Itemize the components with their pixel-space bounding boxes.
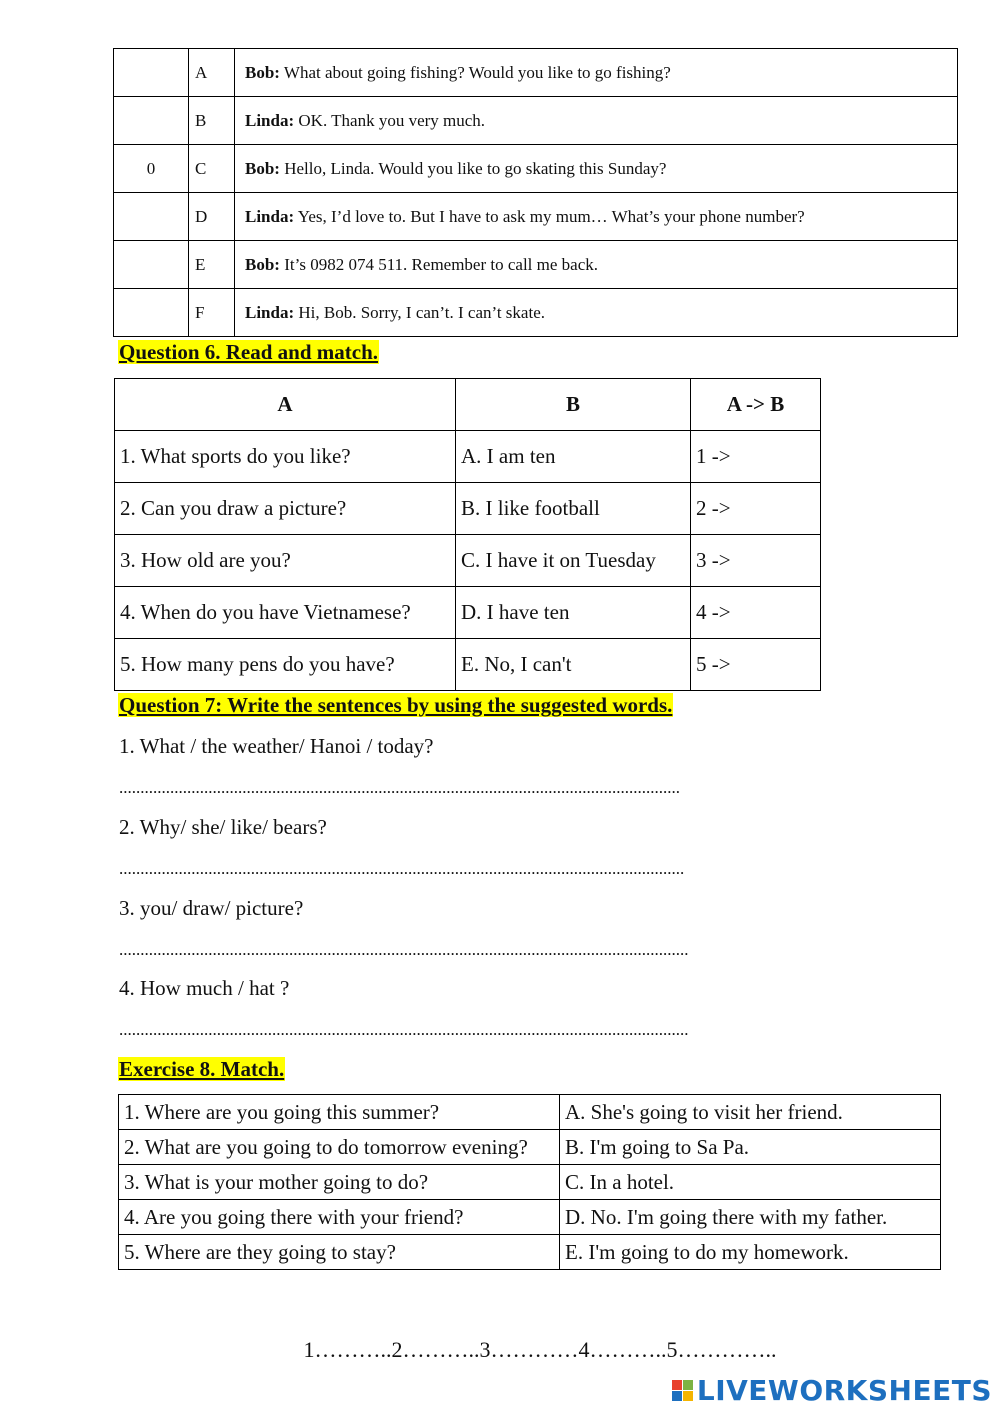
answer-line[interactable]: ...................................................................................................................................... (119, 1020, 689, 1039)
order-number-cell[interactable] (114, 97, 189, 145)
answer-cell: E. No, I can't (456, 639, 691, 691)
dialogue-row (114, 145, 958, 193)
liveworksheets-logo (672, 1374, 992, 1407)
answer-cell: A. She's going to visit her friend. (560, 1095, 941, 1130)
answer-cell: D. I have ten (456, 587, 691, 639)
order-number-cell[interactable] (114, 289, 189, 337)
letter-cell: C (189, 145, 235, 193)
speaker: Linda: (245, 302, 295, 322)
logo-mark-icon (672, 1380, 693, 1401)
letter-cell: F (189, 289, 235, 337)
line-text: Yes, I’d love to. But I have to ask my mum… What’s your phone number? (294, 206, 805, 226)
dialogue-line (235, 97, 958, 145)
q7-prompt: 3. you/ draw/ picture? (119, 896, 304, 920)
dialogue-row (114, 49, 958, 97)
letter-cell: E (189, 241, 235, 289)
order-number-cell[interactable] (114, 49, 189, 97)
column-header-b: B (456, 379, 691, 431)
table-row (115, 483, 821, 535)
dialogue-line (235, 289, 958, 337)
ex8-answer-line[interactable]: 1………..2………..3…………4………..5………….. (303, 1337, 777, 1362)
answer-line[interactable]: ..................................................................................................................................... (119, 859, 685, 878)
logo-square (672, 1391, 682, 1401)
table-row (119, 1095, 941, 1130)
q6-match-table (114, 378, 821, 691)
question-cell: 3. How old are you? (115, 535, 456, 587)
dialogue-row (114, 289, 958, 337)
answer-cell: B. I'm going to Sa Pa. (560, 1130, 941, 1165)
table-header-row (115, 379, 821, 431)
match-input-cell[interactable]: 2 -> (691, 483, 821, 535)
line-text: Hi, Bob. Sorry, I can’t. I can’t skate. (294, 302, 545, 322)
logo-square (672, 1380, 682, 1390)
match-input-cell[interactable]: 1 -> (691, 431, 821, 483)
question-cell: 3. What is your mother going to do? (119, 1165, 560, 1200)
answer-cell: B. I like football (456, 483, 691, 535)
question-cell: 2. Can you draw a picture? (115, 483, 456, 535)
table-row (115, 639, 821, 691)
answer-line[interactable]: ...................................................................................................................................... (119, 940, 689, 959)
table-row (119, 1165, 941, 1200)
ex8-match-table (118, 1094, 941, 1270)
dialogue-row (114, 193, 958, 241)
question-cell: 2. What are you going to do tomorrow evening? (119, 1130, 560, 1165)
line-text: It’s 0982 074 511. Remember to call me back. (279, 254, 599, 274)
dialogue-row (114, 97, 958, 145)
q7-prompt: 1. What / the weather/ Hanoi / today? (119, 734, 434, 758)
table-row (119, 1235, 941, 1270)
dialogue-line (235, 241, 958, 289)
question-cell: 1. Where are you going this summer? (119, 1095, 560, 1130)
ex8-heading: Exercise 8. Match. (119, 1057, 285, 1081)
letter-cell: D (189, 193, 235, 241)
table-row (119, 1130, 941, 1165)
q7-prompt: 2. Why/ she/ like/ bears? (119, 815, 327, 839)
q7-prompt: 4. How much / hat ? (119, 976, 290, 1000)
match-input-cell[interactable]: 4 -> (691, 587, 821, 639)
q7-heading: Question 7: Write the sentences by using the suggested words. (119, 693, 673, 717)
column-header-a: A (115, 379, 456, 431)
answer-cell: E. I'm going to do my homework. (560, 1235, 941, 1270)
speaker: Bob: (245, 62, 280, 82)
dialogue-line (235, 49, 958, 97)
line-text: What about going fishing? Would you like to go fishing? (279, 62, 671, 82)
logo-square (683, 1391, 693, 1401)
order-number-cell[interactable] (114, 193, 189, 241)
logo-text: LIVEWORKSHEETS (696, 1374, 992, 1407)
order-number-cell: 0 (114, 145, 189, 193)
letter-cell: B (189, 97, 235, 145)
match-input-cell[interactable]: 5 -> (691, 639, 821, 691)
answer-cell: A. I am ten (456, 431, 691, 483)
answer-cell: C. In a hotel. (560, 1165, 941, 1200)
table-row (115, 431, 821, 483)
line-text: OK. Thank you very much. (294, 110, 486, 130)
q6-heading-wrap (118, 340, 379, 364)
column-header-ab: A -> B (691, 379, 821, 431)
logo-square (683, 1380, 693, 1390)
question-cell: 5. How many pens do you have? (115, 639, 456, 691)
speaker: Bob: (245, 254, 280, 274)
q7-heading-wrap (118, 693, 673, 717)
answer-cell: D. No. I'm going there with my father. (560, 1200, 941, 1235)
answer-cell: C. I have it on Tuesday (456, 535, 691, 587)
speaker: Linda: (245, 110, 295, 130)
dialogue-table (113, 48, 958, 337)
question-cell: 1. What sports do you like? (115, 431, 456, 483)
table-row (119, 1200, 941, 1235)
question-cell: 4. When do you have Vietnamese? (115, 587, 456, 639)
letter-cell: A (189, 49, 235, 97)
dialogue-row (114, 241, 958, 289)
table-row (115, 587, 821, 639)
question-cell: 4. Are you going there with your friend? (119, 1200, 560, 1235)
table-row (115, 535, 821, 587)
dialogue-line (235, 145, 958, 193)
q6-heading: Question 6. Read and match. (119, 340, 379, 364)
ex8-heading-wrap (118, 1057, 285, 1081)
speaker: Bob: (245, 158, 280, 178)
order-number-cell[interactable] (114, 241, 189, 289)
match-input-cell[interactable]: 3 -> (691, 535, 821, 587)
line-text: Hello, Linda. Would you like to go skating this Sunday? (279, 158, 667, 178)
answer-line[interactable]: .................................................................................................................................... (119, 778, 680, 797)
dialogue-line (235, 193, 958, 241)
question-cell: 5. Where are they going to stay? (119, 1235, 560, 1270)
speaker: Linda: (245, 206, 295, 226)
